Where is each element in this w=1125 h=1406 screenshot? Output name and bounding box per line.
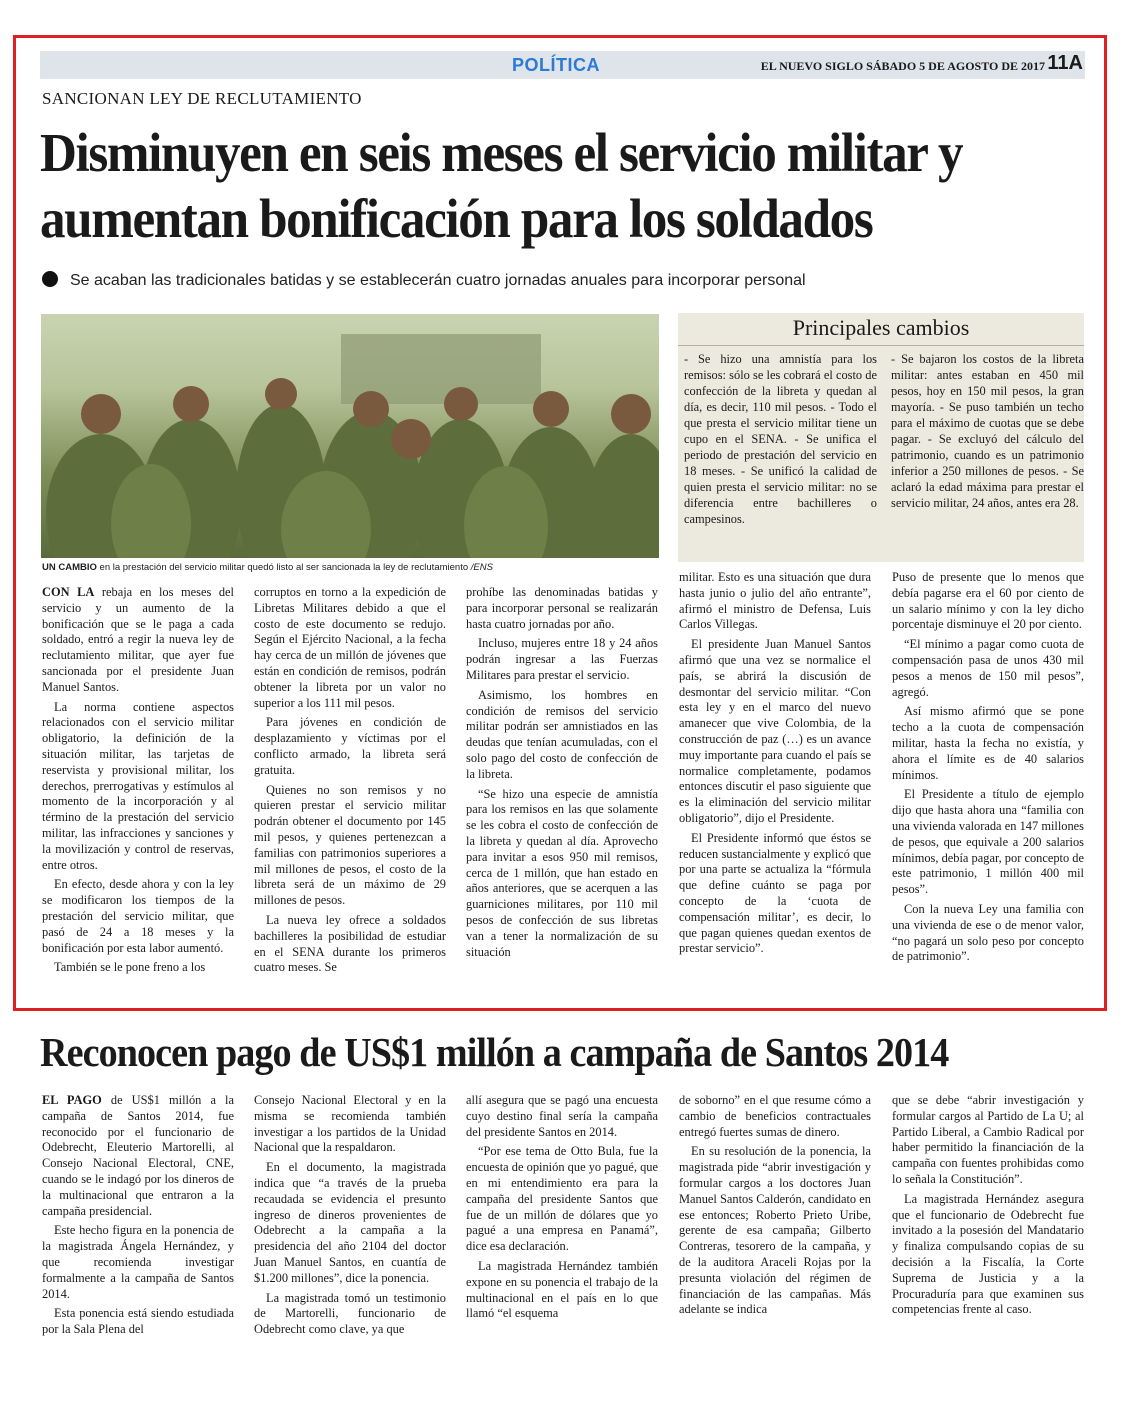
photo-caption: UN CAMBIO en la prestación del servicio militar quedó listo al ser sancionada la ley de reclutamiento /ENS — [42, 562, 493, 573]
section-label: POLÍTICA — [512, 55, 600, 75]
main-headline: Disminuyen en seis meses el servicio militar y aumentan bonificación para los soldados — [40, 122, 963, 249]
article1-column-4: militar. Esto es una situación que dura hasta junio o julio del año entrante”, afirmó el ministro de Defensa, Luis Carlos Villegas. El presidente Juan Manuel Santos afirmó que una vez se normalice el país, se abrirá la discusión de desmontar del servicio militar. “Con esta ley y en el marco del nuevo amanecer que vive Colombia, de la construcción de paz (…) es un avance muy importante para cuando el país se normalice completamente, podamos entonces discutir el paso siguiente que es la eliminación del servicio militar obligatorio”, dijo el Presidente. El Presidente informó que éstos se reducen sustancialmente y explicó que por una parte se actualiza la “fórmula que define cuánto se paga por concepto de la ‘cuota de compensación militar’, es decir, lo que pagan quienes quedan exentos de prestar servicio”. — [679, 570, 871, 956]
sidebar-left-text: - Se hizo una amnistía para los remisos: sólo se les cobrará el costo de confección de la libreta y quedan al día, es decir, 110 mil pesos. - Todo el que presta el servicio militar tiene un cupo en el SENA. - Se unifica el periodo de prestación del servicio en 18 meses. - Se unificó la calidad de quien presta el servicio militar: no se diferencia entre bachilleres o campesinos. — [684, 352, 877, 526]
kicker: SANCIONAN LEY DE RECLUTAMIENTO — [42, 89, 362, 108]
second-headline: Reconocen pago de US$1 millón a campaña de Santos 2014 — [40, 1029, 949, 1075]
paper-date: EL NUEVO SIGLO SÁBADO 5 DE AGOSTO DE 2017 — [760, 59, 1045, 73]
subheadline: Se acaban las tradicionales batidas y se establecerán cuatro jornadas anuales para incorporar personal — [42, 271, 806, 290]
article2-column-3: allí asegura que se pagó una encuesta cuyo destino final sería la campaña del presidente Santos en 2014. “Por ese tema de Otto Bula, fue la encuesta de opinión que yo pagué, que en mi entendimiento era para la campaña del presidente Santos que fue de un millón de dólares que yo pagué a una empresa en Panamá”, dice esa declaración. La magistrada Hernández también expone en su ponencia el trabajo de la multinacional en el país en lo que llamó “el esquema — [466, 1093, 658, 1321]
sidebar-right-text: - Se bajaron los costos de la libreta militar: antes estaban en 450 mil pesos, hoy en 150 mil pesos, la gran mayoría. - Se puso también un techo para el máximo de cuotas que se debe pagar. - Se excluyó del cálculo del patrimonio, cuando es un patrimonio inferior a 250 millones de pesos. - Se aclaró la edad máxima para prestar el servicio militar, 24 años, antes era 28. — [891, 352, 1084, 510]
soldiers-photo — [41, 314, 659, 558]
article1-column-1: CON LA rebaja en los meses del servicio y un aumento de la bonificación que se le paga a cada soldado, entró a regir la nueva ley de reclutamiento militar, que ayer fue sancionada por el presidente Juan Manuel Santos. La norma contiene aspectos relacionados con el servicio militar obligatorio, la definición de la situación militar, las tarjetas de reservista y provisional militar, los derechos, prerrogativas y estímulos al momento de la incorporación y al término de la prestación del servicio militar, las infracciones y sanciones y la movilización y control de reservas, entre otros. En efecto, desde ahora y con la ley se modificaron los tiempos de la prestación del servicio militar, que pasó de 24 a 18 meses y la bonificación por esta labor aumentó. También se le pone freno a los — [42, 585, 234, 975]
soldiers-illustration — [41, 314, 659, 558]
article1-column-2: corruptos en torno a la expedición de Libretas Militares debido a que el costo de este documento se redujo. Según el Ejército Nacional, a la fecha hay cerca de un millón de jóvenes que están en condición de remisos, podrán obtener la libreta por un valor no superior a los 111 mil pesos. Para jóvenes en condición de desplazamiento y víctimas por el conflicto armado, la libreta será gratuita. Quienes no son remisos y no quieren prestar el servicio militar podrán obtener el documento por 145 mil pesos, y quienes pertenezcan a familias con patrimonios superiores a mil millones de pesos, el costo de la libreta será de un máximo de 29 millones de pesos. La nueva ley ofrece a soldados bachilleres la posibilidad de estudiar en el SENA durante los primeros cuatro meses. Se — [254, 585, 446, 975]
article1-column-3: prohíbe las denominadas batidas y para incorporar personal se realizarán hasta cuatro jornadas por año. Incluso, mujeres entre 18 y 24 años podrán ingresar a las Fuerzas Militares para prestar el servicio. Asimismo, los hombres en condición de remisos del servicio militar podrán ser amnistiados en las deudas que tenían acumuladas, con el solo pago del costo de confección de la libreta. “Se hizo una especie de amnistía para los remisos en las que solamente se les cobra el costo de confección de la libreta y quedan al día. Aprovecho para invitar a esos 950 mil remisos, cerca de 1 millón, que han estado en años anteriores, que se acerquen a las guarniciones militares, por 110 mil pesos de confección de sus libretas van a tener la normalización de su situación — [466, 585, 658, 959]
sidebar-divider — [678, 345, 1084, 346]
article1-column-5: Puso de presente que lo menos que debía pagarse era el 60 por ciento de un salario mínimo y con la ley dicho porcentaje disminuye el 20 por ciento. “El mínimo a pagar como cuota de compensación pasa de unos 430 mil pesos a menos de 150 mil pesos”, agregó. Así mismo afirmó que se pone techo a la cuota de compensación militar, hasta la fecha no existía, y ahora el límite es de 40 salarios mínimos. El Presidente a título de ejemplo dijo que hasta ahora una “familia con una vivienda valorada en 147 millones de pesos, que equivale a 200 salarios mínimos, debía pagar, por concepto de este patrimonio, 1 millón 400 mil pesos”. Con la nueva Ley una familia con una vivienda de ese o de menor valor, “no pagará un solo peso por concepto de patrimonio”. — [892, 570, 1084, 964]
article2-column-4: de soborno” en el que resume cómo a cambio de beneficios contractuales entregó fuertes sumas de dinero. En su resolución de la ponencia, la magistrada pide “abrir investigación y formular cargos a los doctores Juan Manuel Santos Calderón, candidato en ese entonces; Roberto Prieto Uribe, gerente de esa campaña; Gilberto Contreras, tesorero de la campaña, y de la auditora Araceli Rojas por la presunta violación del régimen de financiación de las campañas. Más adelante se indica — [679, 1093, 871, 1317]
sidebar-title: Principales cambios — [792, 315, 970, 340]
article2-column-1: EL PAGO de US$1 millón a la campaña de Santos 2014, fue reconocido por el funcionario de Odebrecht, Eleuterio Martorelli, al Consejo Nacional Electoral, CNE, cuando se le indagó por los dineros de la multinacional que entraron a la campaña presidencial. Este hecho figura en la ponencia de la magistrada Ángela Hernández, y que recomienda investigar formalmente a la campaña de Santos 2014. Esta ponencia está siendo estudiada por la Sala Plena del — [42, 1093, 234, 1337]
bullet-icon — [42, 271, 58, 287]
article2-column-5: que se debe “abrir investigación y formular cargos al Partido de La U; al Partido Liberal, a Cambio Radical por haber permitido la financiación de la campaña con fuentes prohibidas como lo señala la Constitución”. La magistrada Hernández asegura que el funcionario de Odebrecht fue invitado a la posesión del Mandatario y finaliza compulsando copias de su decisión a la Fiscalía, la Corte Suprema de Justicia y a la Procuraduría para que examinen sus competencias frente al caso. — [892, 1093, 1084, 1317]
page-number: 11A — [1047, 52, 1083, 74]
article2-column-2: Consejo Nacional Electoral y en la misma se recomienda también investigar a los partidos de la Unidad Nacional que la respaldaron. En el documento, la magistrada indica que “a través de la prueba recaudada se evidencia el presunto ingreso de dineros provenientes de Odebrecht a la campaña a la presidencia del año 2104 del doctor Juan Manuel Santos, en cuantía de $1.200 millones”, dice la ponencia. La magistrada tomó un testimonio de Martorelli, funcionario de Odebrecht como clave, ya que — [254, 1093, 446, 1337]
